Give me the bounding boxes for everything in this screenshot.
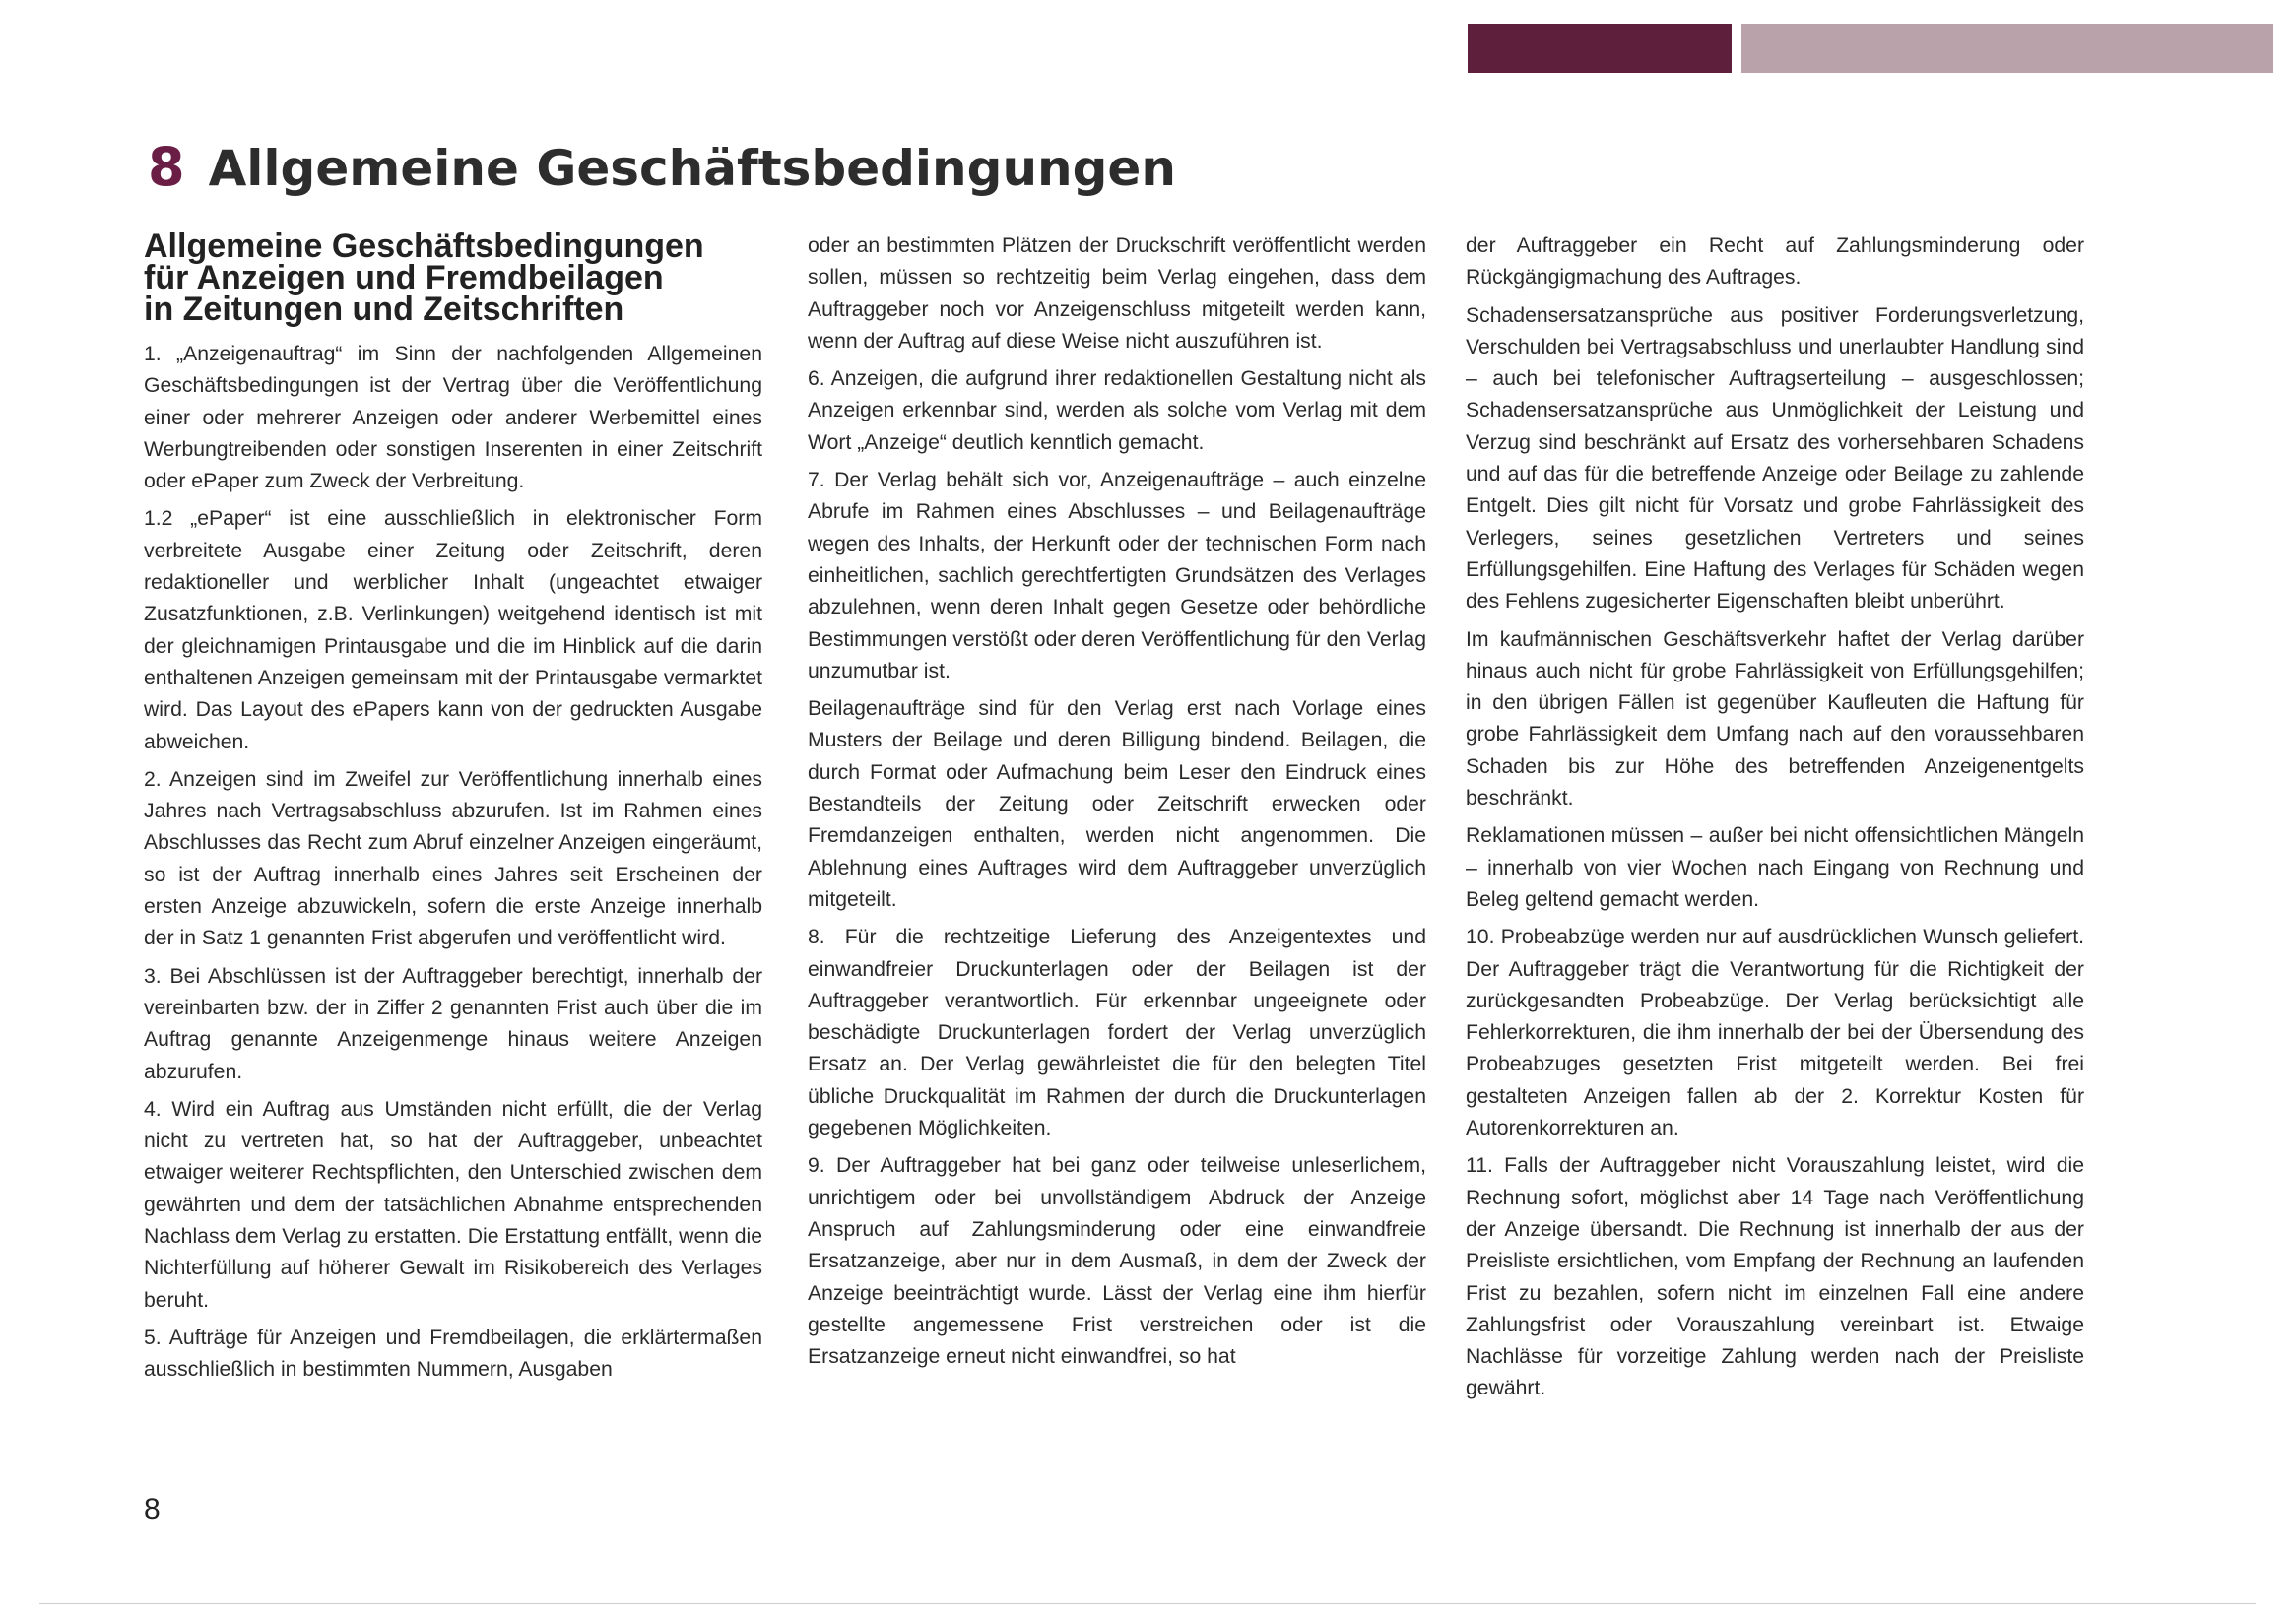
chapter-title: Allgemeine Geschäftsbedingungen: [208, 140, 1176, 197]
page-bottom-rule: [39, 1603, 2256, 1604]
chapter-heading: [148, 136, 1176, 198]
clause-7: 7. Der Verlag behält sich vor, Anzeigenaufträge – auch einzelne Abrufe im Rahmen eines Abschlusses – und Beilagenaufträge wegen des Inhalts, der Herkunft oder der technischen Form nach einheitlichen, sachlich gerechtfertigten Grundsätzen des Verlages abzulehnen, wenn deren Inhalt gegen Gesetze oder behördliche Bestimmungen verstößt oder deren Veröffentlichung für den Verlag unzumutbar ist.: [808, 469, 1426, 682]
clause-5-continued: oder an bestimmten Plätzen der Druckschrift veröffentlicht werden sollen, müssen so rechtzeitig beim Verlag eingehen, dass dem Auftraggeber noch vor Anzeigenschluss mitgeteilt werden kann, wenn der Auftrag auf diese Weise nicht auszuführen ist.: [808, 234, 1426, 353]
clause-3: 3. Bei Abschlüssen ist der Auftraggeber berechtigt, innerhalb der vereinbarten bzw. der in Ziffer 2 genannten Frist auch über die im Auftrag genannte Anzeigenmenge hinaus weitere Anzeigen abzurufen.: [144, 964, 762, 1083]
text-column-1: [144, 227, 762, 1393]
clause-1: 1. „Anzeigenauftrag“ im Sinn der nachfolgenden Allgemeinen Geschäftsbedingungen ist der Vertrag über die Veröffentlichung einer oder mehrerer Anzeigen oder anderer Werbemittel eines Werbungtreibenden oder sonstigen Inserenten in einer Zeitschrift oder ePaper zum Zweck der Verbreitung.: [144, 343, 762, 493]
section-subtitle: [144, 227, 762, 328]
subtitle-line-2: für Anzeigen und Fremdbeilagen: [144, 259, 664, 296]
text-column-3: [1466, 230, 2084, 1411]
clause-9-continued: der Auftraggeber ein Recht auf Zahlungsminderung oder Rückgängigmachung des Auftrages.: [1466, 234, 2084, 290]
clause-7-beilagen: Beilagenaufträge sind für den Verlag erst nach Vorlage eines Musters der Beilage und deren Billigung bindend. Beilagen, die durch Format oder Aufmachung beim Leser den Eindruck eines Bestandteils der Zeitung oder Zeitschrift erwecken oder Fremdanzeigen enthalten, werden nicht angenommen. Die Ablehnung eines Auftrages wird dem Auftraggeber unverzüglich mitgeteilt.: [808, 697, 1426, 911]
subtitle-line-1: Allgemeine Geschäftsbedingungen: [144, 227, 704, 265]
page-number: 8: [144, 1493, 161, 1525]
clause-2: 2. Anzeigen sind im Zweifel zur Veröffentlichung innerhalb eines Jahres nach Vertragsabschluss abzurufen. Ist im Rahmen eines Abschlusses das Recht zum Abruf einzelner Anzeigen eingeräumt, so ist der Auftrag innerhalb eines Jahres seit Erscheinen der ersten Anzeige abzuwickeln, sofern die erste Anzeige innerhalb der in Satz 1 genannten Frist abgerufen und veröffentlicht wird.: [144, 767, 762, 950]
clause-8: 8. Für die rechtzeitige Lieferung des Anzeigentextes und einwandfreier Druckunterlagen oder der Beilagen ist der Auftraggeber verantwortlich. Für erkennbar ungeeignete oder beschädigte Druckunterlagen fordert der Verlag unverzüglich Ersatz an. Der Verlag gewährleistet die für den belegten Titel übliche Druckqualität im Rahmen der durch die Druckunterlagen gegebenen Möglichkeiten.: [808, 926, 1426, 1140]
clause-5-start: 5. Aufträge für Anzeigen und Fremdbeilagen, die erklärtermaßen ausschließlich in bestimmten Nummern, Ausgaben: [144, 1326, 762, 1382]
clause-9-start: 9. Der Auftraggeber hat bei ganz oder teilweise unleserlichem, unrichtigem oder bei unvollständigem Abdruck der Anzeige Anspruch auf Zahlungsminderung oder eine einwandfreie Ersatzanzeige, aber nur in dem Ausmaß, in dem der Zweck der Anzeige beeinträchtigt wurde. Lässt der Verlag eine ihm hierfür gestellte angemessene Frist verstreichen oder ist die Ersatzanzeige erneut nicht einwandfrei, so hat: [808, 1154, 1426, 1369]
chapter-number: 8: [148, 136, 185, 198]
clause-9-schadensersatz: Schadensersatzansprüche aus positiver Forderungsverletzung, Verschulden bei Vertragsabschluss und unerlaubter Handlung sind – auch bei telefonischer Auftragserteilung – ausgeschlossen; Schadensersatzansprüche aus Unmöglichkeit der Leistung und Verzug sind beschränkt auf Ersatz des vorhersehbaren Schadens und auf das für die betreffende Anzeige oder Beilage zu zahlende Entgelt. Dies gilt nicht für Vorsatz und grobe Fahrlässigkeit des Verlegers, seines gesetzlichen Vertreters und seines Erfüllungsgehilfen. Eine Haftung des Verlages für Schäden wegen des Fehlens zugesicherter Eigenschaften bleibt unberührt.: [1466, 303, 2084, 614]
clause-9-kaufmaennisch: Im kaufmännischen Geschäftsverkehr haftet der Verlag darüber hinaus auch nicht für grobe Fahrlässigkeit von Erfüllungsgehilfen; in den übrigen Fällen ist gegenüber Kaufleuten die Haftung für grobe Fahrlässigkeit dem Umfang nach auf den voraussehbaren Schaden bis zur Höhe des betreffenden Anzeigenentgelts beschränkt.: [1466, 627, 2084, 810]
clause-9-reklamationen: Reklamationen müssen – außer bei nicht offensichtlichen Mängeln – innerhalb von vier Wochen nach Eingang von Rechnung und Beleg geltend gemacht werden.: [1466, 824, 2084, 911]
clause-11: 11. Falls der Auftraggeber nicht Vorauszahlung leistet, wird die Rechnung sofort, möglichst aber 14 Tage nach Veröffentlichung der Anzeige übersandt. Die Rechnung ist innerhalb der aus der Preisliste ersichtlichen, vom Empfang der Rechnung an laufenden Frist zu bezahlen, sofern nicht im einzelnen Fall eine andere Zahlungsfrist oder Vorauszahlung vereinbart ist. Etwaige Nachlässe für vorzeitige Zahlung werden nach der Preisliste gewährt.: [1466, 1154, 2084, 1400]
clause-1-2: 1.2 „ePaper“ ist eine ausschließlich in elektronischer Form verbreitete Ausgabe einer Zeitung oder Zeitschrift, deren redaktioneller und werblicher Inhalt (ungeachtet etwaiger Zusatzfunktionen, z.B. Verlinkungen) weitgehend identisch ist mit der gleichnamigen Printausgabe und die im Hinblick auf die darin enthaltenen Anzeigen gemeinsam mit der Printausgabe vermarktet wird. Das Layout des ePapers kann von der gedruckten Ausgabe abweichen.: [144, 507, 762, 753]
clause-6: 6. Anzeigen, die aufgrund ihrer redaktionellen Gestaltung nicht als Anzeigen erkennbar sind, werden als solche vom Verlag mit dem Wort „Anzeige“ deutlich kenntlich gemacht.: [808, 367, 1426, 454]
text-column-2: [808, 230, 1426, 1379]
header-accent-bar-dark: [1468, 24, 1732, 73]
subtitle-line-3: in Zeitungen und Zeitschriften: [144, 291, 624, 328]
clause-10: 10. Probeabzüge werden nur auf ausdrücklichen Wunsch geliefert. Der Auftraggeber trägt die Verantwortung für die Richtigkeit der zurückgesandten Probeabzüge. Der Verlag berücksichtigt alle Fehlerkorrekturen, die ihm innerhalb der bei der Übersendung des Probeabzuges gesetzten Frist mitgeteilt werden. Bei frei gestalteten Anzeigen fallen ab der 2. Korrektur Kosten für Autorenkorrekturen an.: [1466, 926, 2084, 1140]
clause-4: 4. Wird ein Auftrag aus Umständen nicht erfüllt, die der Verlag nicht zu vertreten hat, so hat der Auftraggeber, unbeachtet etwaiger weiterer Rechtspflichten, den Unterschied zwischen dem gewährten und dem der tatsächlichen Abnahme entsprechenden Nachlass dem Verlag zu erstatten. Die Erstattung entfällt, wenn die Nichterfüllung auf höherer Gewalt im Risikobereich des Verlages beruht.: [144, 1097, 762, 1312]
header-accent-bar-light: [1741, 24, 2273, 73]
